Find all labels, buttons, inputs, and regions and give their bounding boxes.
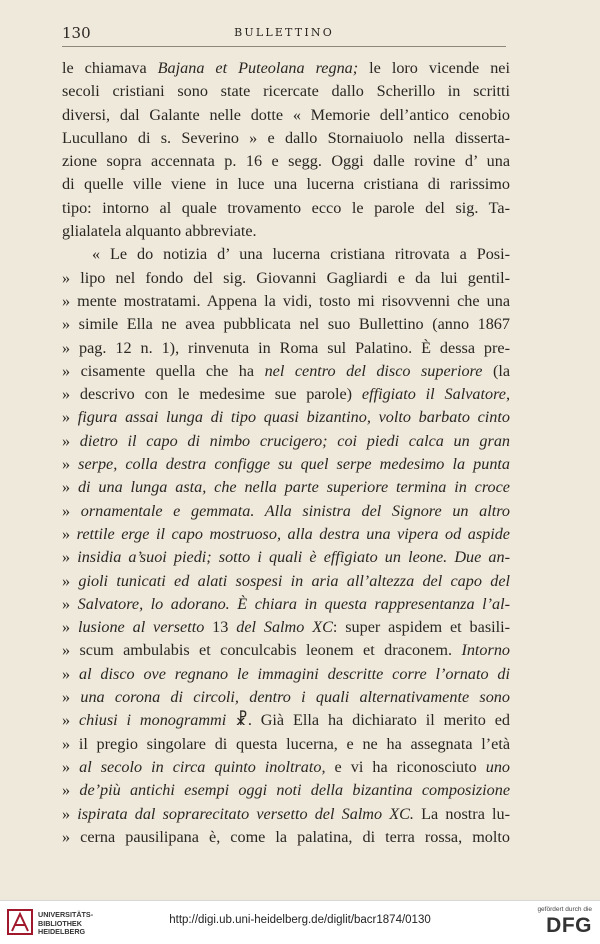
text-segment: » scum ambulabis et conculcabis leonem et draconem. [62,641,462,660]
permalink-url[interactable]: http://digi.ub.uni-heidelberg.de/diglit/bacr1874/0130 [169,914,431,926]
text-line [62,523,510,546]
text-line [62,267,510,290]
text-segment: » lipo nel fondo del sig. Giovanni Gagliardi e da lui gentil- [62,268,510,287]
institution-line: UNIVERSITÄTS- [38,910,94,919]
text-line [62,733,510,756]
text-line [62,243,510,266]
text-line [62,360,510,383]
text-line [62,406,510,429]
text-segment: » [62,455,79,474]
text-segment: e vi ha riconosciuto [325,757,486,776]
text-line [62,197,510,220]
text-line [62,616,510,639]
text-segment: » [62,804,78,823]
text-line [62,546,510,569]
page-number: 130 [62,24,91,42]
text-line [62,686,510,709]
text-line [62,430,510,453]
text-segment: (la [482,361,510,380]
text-line [62,57,510,80]
italic-segment: chiusi i monogrammi [78,711,227,730]
text-segment: » [62,501,81,520]
italic-segment: figura assai lunga di tipo quasi bizantino, volto barbato cinto [77,408,510,427]
italic-segment: una corona di circoli, dentro i quali alternativamente sono [80,688,510,707]
italic-segment: effigiato il Salvatore, [361,385,510,404]
body-text [62,57,510,849]
text-segment: : super aspidem et basili- [332,618,510,637]
text-segment: » [62,571,79,590]
italic-segment: dietro il capo di nimbo crucigero; coi piedi calca un gran [79,431,510,450]
text-line [62,639,510,662]
text-segment: » [62,524,77,543]
italic-segment: al disco ove regnano le immagini descritte corre l’ornato di [78,664,510,683]
text-segment: diversi, dal Galante nelle dotte « Memorie dell’antico cenobio [62,105,510,124]
text-segment: » il pregio singolare di questa lucerna, e ne ha assegnata l’età [62,734,510,753]
text-segment: » simile Ella ne avea pubblicata nel suo Bullettino (anno 1867 [62,315,510,334]
italic-segment: lusione al versetto [77,618,205,637]
text-line [62,826,510,849]
viewer-footer [0,900,600,944]
italic-segment: gioli tunicati ed alati sospesi in aria all’altezza del capo del [78,571,510,590]
text-segment: La nostra lu- [413,804,510,823]
text-line [62,150,510,173]
text-line [62,803,510,826]
text-segment: » [62,711,79,730]
text-segment: tipo: intorno al quale trovamento ecco le parole del sig. Ta- [62,198,510,217]
text-segment: di quelle ville viene in luce una lucerna cristiana di rarissimo [62,175,510,194]
text-segment: le chiamava [62,59,158,77]
text-line [62,709,510,732]
italic-segment: Intorno [461,641,510,660]
text-segment: » [62,548,78,567]
text-segment: » [62,688,81,707]
text-line [62,173,510,196]
text-segment: Lucullano di s. Severino » e dallo Stornaiuolo nella disserta- [62,128,510,147]
text-segment: » descrivo con le medesime sue parole) [62,385,362,404]
text-segment: glialatela alquanto abbreviate. [62,222,257,241]
text-line [62,570,510,593]
italic-segment: del Salmo XC [236,618,333,637]
text-line [62,663,510,686]
italic-segment: ispirata dal soprarecitato versetto del Salmo XC. [77,804,414,823]
text-line [62,127,510,150]
text-segment: » [62,478,78,497]
text-line [62,476,510,499]
text-line [62,593,510,616]
funded-by-label: gefördert durch die [537,906,592,913]
text-line [62,80,510,103]
text-segment: » mente mostratami. Appena la vidi, tosto mi risovvenni che una [62,291,510,310]
text-segment: » cisamente quella che ha [62,361,265,380]
text-segment: « Le do notizia d’ una lucerna cristiana ritrovata a Posi- [92,245,510,264]
italic-segment: al secolo in circa quinto inoltrato, [79,757,326,776]
page-header [62,20,506,42]
italic-segment: ornamentale e gemmata. Alla sinistra del Signore un altro [80,501,510,520]
dfg-logo: DFG [546,914,592,937]
italic-segment: rettile erge il capo mostruoso, alla destra una vipera od aspide [76,524,510,543]
institution-line: BIBLIOTHEK [38,918,82,928]
italic-segment: Salvatore, lo adorano. È chiara in questa rappresentanza l’al- [77,594,510,613]
text-line [62,383,510,406]
text-segment: » [62,431,80,450]
text-segment: ☧. Già Ella ha dichiarato il merito ed [226,711,510,730]
text-line [62,500,510,523]
italic-segment: uno [485,757,510,776]
text-segment: » [62,594,78,613]
italic-segment: de’più antichi esempi oggi noti della bizantina composizione [79,781,510,800]
italic-segment: Bajana et Puteolana regna; [157,59,359,77]
text-segment: » [62,664,79,683]
running-title: BULLETTINO [234,26,334,39]
text-segment: » [62,618,78,637]
text-segment: zione sopra accennata p. 16 e segg. Oggi dalle rovine d’ una [62,152,510,171]
italic-segment: di una lunga asta, che nella parte superiore termina in croce [77,478,510,497]
text-segment: 13 [204,618,237,637]
institution-line: HEIDELBERG [38,927,86,937]
italic-segment: nel centro del disco superiore [264,361,483,380]
text-segment: » [62,757,80,776]
header-divider [62,46,506,47]
text-line [62,104,510,127]
text-line [62,337,510,360]
text-segment: secoli cristiani sono state ricercate dallo Scherillo in scritti [62,82,510,101]
text-segment: » [62,408,78,427]
text-line [62,453,510,476]
text-line [62,313,510,336]
text-segment: » pag. 12 n. 1), rinvenuta in Roma sul Palatino. È dessa pre- [62,338,510,357]
text-segment: » [62,781,80,800]
text-line [62,756,510,779]
text-line [62,779,510,802]
text-segment: » cerna pausilipana è, come la palatina, di terra rossa, molto [62,827,510,846]
italic-segment: serpe, colla destra configge su quel serpe medesimo la punta [78,455,510,474]
text-segment: le loro vicende nei [358,59,510,77]
text-line [62,290,510,313]
text-line [62,220,510,243]
italic-segment: insidia a’suoi piedi; sotto i quali è effigiato un leone. Due an- [77,548,510,567]
